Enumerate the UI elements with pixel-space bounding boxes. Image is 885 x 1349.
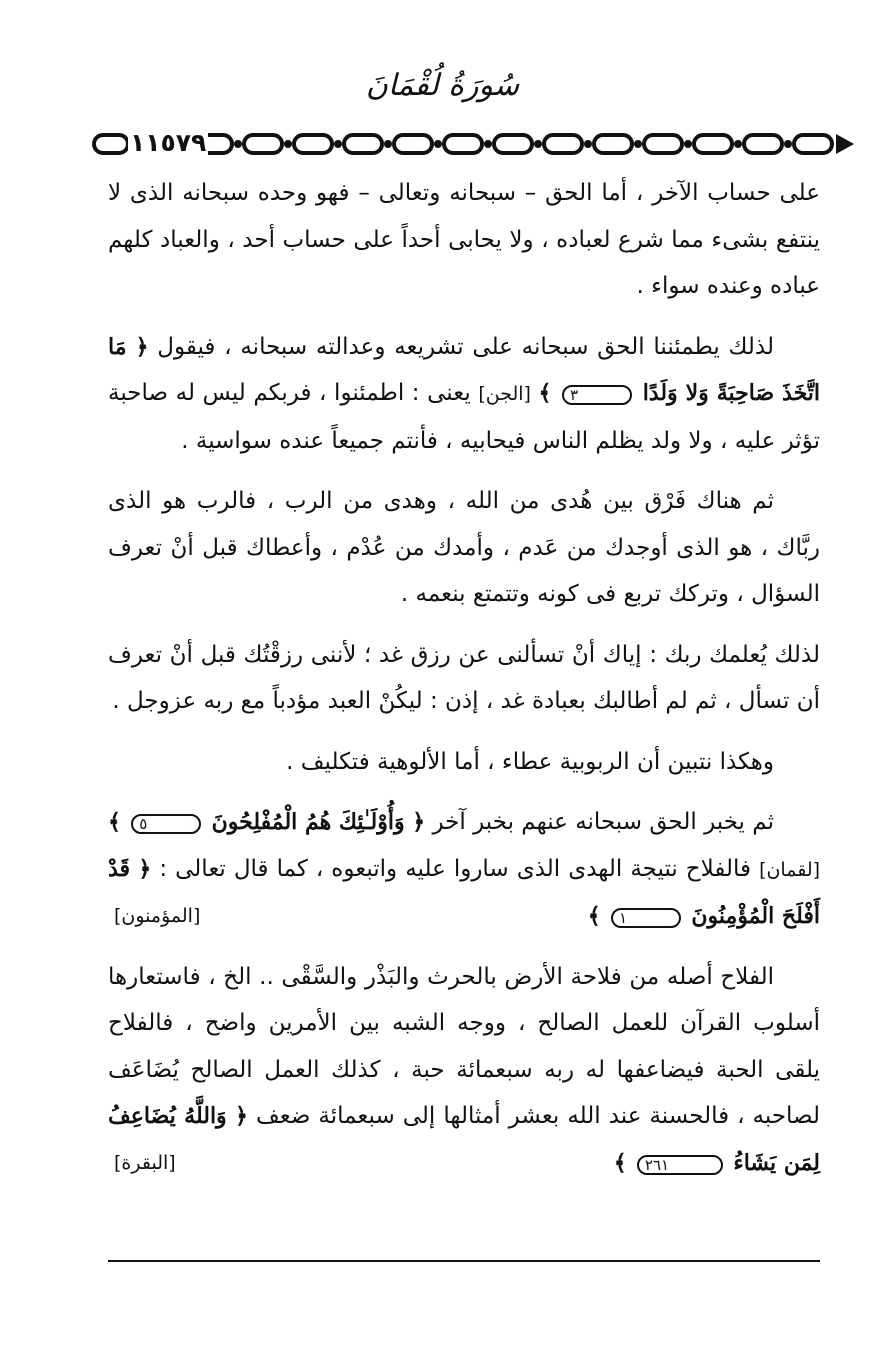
ayah-number-badge: ٥ xyxy=(131,814,201,834)
paragraph-6 xyxy=(108,799,820,940)
verse-luqman: ﴿ وَأُوْلَـٰئِكَ هُمُ الْمُفْلِحُونَ xyxy=(211,809,426,835)
verse-al-baqarah: ﴿ وَاللَّهُ يُضَاعِفُ لِمَن يَشَاءُ xyxy=(108,1103,820,1176)
verse-close-bracket: ﴾ xyxy=(613,1149,627,1176)
paragraph-7 xyxy=(108,954,820,1187)
paragraph-2-intro: لذلك يطمئننا الحق سبحانه على تشريعه وعدالته سبحانه ، فيقول xyxy=(157,333,775,360)
paragraph-7-text: الفلاح أصله من فلاحة الأرض بالحرث والبَذْر والسَّقْى .. الخ ، فاستعارها أسلوب القرآن للعمل الصالح ، ووجه الشبه بين الأمرين واضح ، فالفلاح يلقى الحبة فيضاعفها له ربه سبعمائة حبة ، كذلك العمل الصالح يُضَاعَف لصاحبه ، فالحسنة عند الله بعشر أمثالها إلى سبعمائة ضعف xyxy=(108,963,820,1129)
paragraph-6-intro: ثم يخبر الحق سبحانه عنهم بخبر آخر xyxy=(432,809,774,835)
paragraph-3: ثم هناك فَرْق بين هُدى من الله ، وهدى من الرب ، فالرب هو الذى ربَّاك ، هو الذى أوجدك من عَدم ، وأمدك من عُدْم ، وأعطاك قبل أنْ تعرف السؤال ، وتركك تربع فى كونه وتتمتع بنعمه . xyxy=(108,488,820,607)
paragraph-2-rest: يعنى : اطمئنوا ، فربكم ليس له صاحبة تؤثر عليه ، ولا ولد يظلم الناس فيحابيه ، فأنتم جميعاً عنده سواسية . xyxy=(108,380,820,454)
surah-reference: [المؤمنون] xyxy=(114,905,201,927)
paragraph-5: وهكذا نتبين أن الربوبية عطاء ، أما الألوهية فتكليف . xyxy=(286,748,774,775)
paragraph-6-middle: فالفلاح نتيجة الهدى الذى ساروا عليه واتبعوه ، كما قال تعالى : xyxy=(159,855,752,882)
footer-rule xyxy=(108,1260,820,1262)
page-number: ١١٥٧٩ xyxy=(130,128,207,157)
verse-close-bracket: ﴾ xyxy=(538,380,552,406)
ayah-number-badge: ٢٦١ xyxy=(637,1155,723,1175)
paragraph-2 xyxy=(108,324,820,465)
verse-close-bracket: ﴾ xyxy=(108,809,121,835)
verse-close-bracket: ﴾ xyxy=(587,903,601,929)
surah-reference: [الجن] xyxy=(478,383,531,405)
surah-title: سُورَةُ لُقْمَانَ xyxy=(365,68,520,103)
paragraph-1: على حساب الآخر ، أما الحق – سبحانه وتعالى – فهو وحده سبحانه الذى لا ينتفع بشىء مما شرع لعباده ، ولا يحابى أحداً على حساب أحد ، والعباد كلهم عباده وعنده سواء . xyxy=(108,180,820,299)
surah-reference: [البقرة] xyxy=(114,1151,176,1174)
page-body xyxy=(108,170,820,1200)
ayah-number-badge: ١ xyxy=(611,908,681,928)
ayah-number-badge: ٣ xyxy=(562,385,632,405)
paragraph-4: لذلك يُعلمك ربك : إياك أنْ تسألنى عن رزق غد ؛ لأننى رزقْتُك قبل أنْ تعرف أن تسأل ، ثم لم أطالبك بعبادة غد ، إذن : ليكُنْ العبد مؤدباً مع ربه عزوجل . xyxy=(108,641,820,714)
verse-al-jinn: ﴿ مَا اتَّخَذَ صَاحِبَةً وَلا وَلَدًا xyxy=(108,333,821,406)
verse-al-muminun: ﴿ قَدْ أَفْلَحَ الْمُؤْمِنُونَ xyxy=(108,855,820,929)
surah-reference: [لقمان] xyxy=(759,858,821,881)
